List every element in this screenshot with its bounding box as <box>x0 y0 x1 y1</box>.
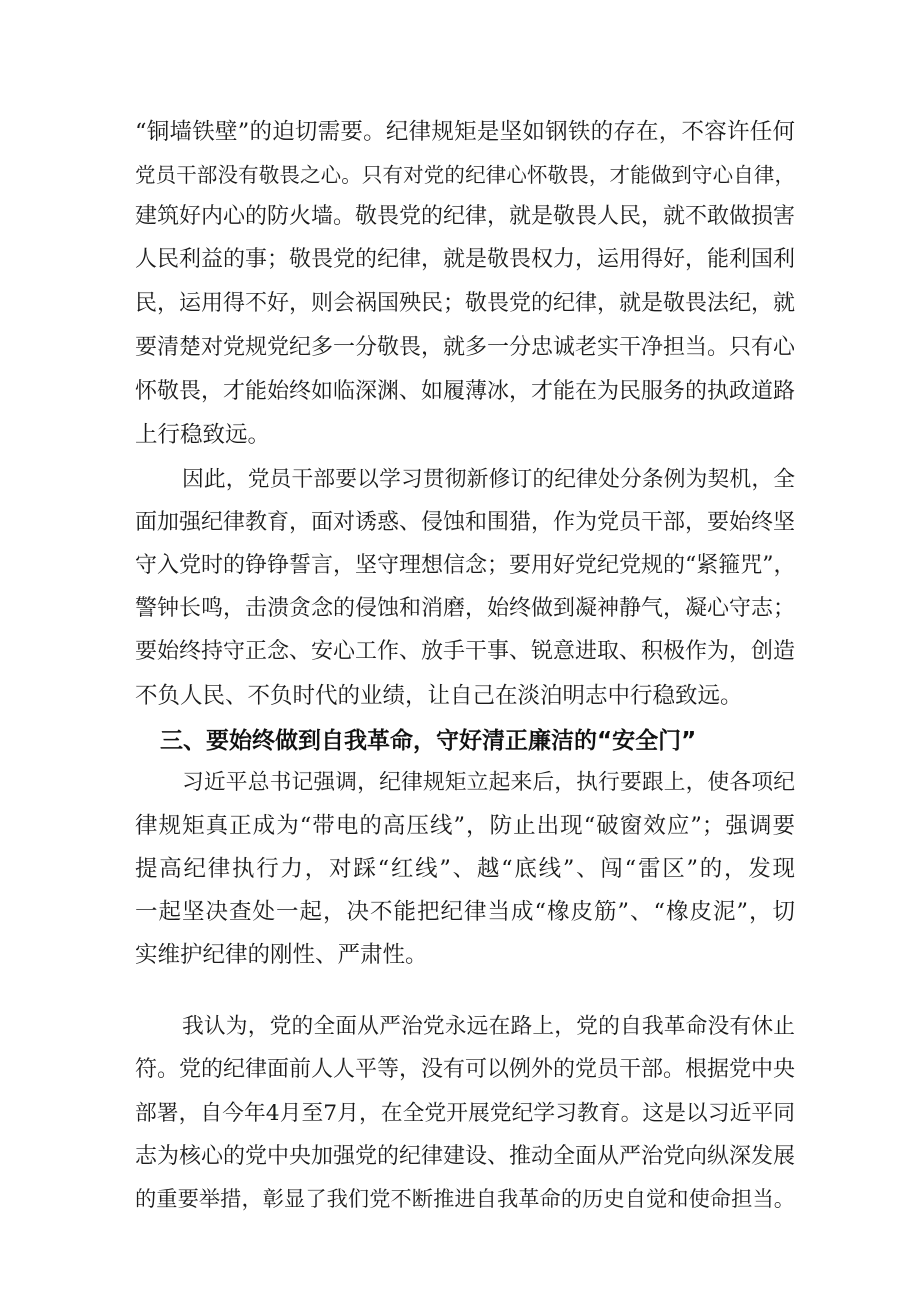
text-line: 律规矩真正成为“带电的高压线”，防止出现“破窗效应”；强调要 <box>135 813 795 839</box>
text-line: 因此，党员干部要以学习贯彻新修订的纪律处分条例为契机，全 <box>182 467 795 492</box>
text-line: 警钟长鸣，击溃贪念的侵蚀和消磨，始终做到凝神静气，凝心守志； <box>135 596 796 621</box>
text-line: 民，运用得不好，则会祸国殃民；敬畏党的纪律，就是敬畏法纪，就 <box>135 291 796 316</box>
text-line: 要始终持守正念、安心工作、放手干事、锐意进取、积极作为，创造 <box>135 639 796 664</box>
text-line: 我认为，党的全面从严治党永远在路上，党的自我革命没有休止 <box>182 1014 795 1039</box>
text-line: 人民利益的事；敬畏党的纪律，就是敬畏权力，运用得好，能利国利 <box>135 247 796 272</box>
text-line: 上行稳致远。 <box>135 422 271 448</box>
text-line: 的重要举措，彰显了我们党不断推进自我革命的历史自觉和使命担当。 <box>135 1187 795 1212</box>
text-line: 建筑好内心的防火墙。敬畏党的纪律，就是敬畏人民，就不敢做损害 <box>135 204 796 229</box>
text-line: 部署，自今年4月至7月，在全党开展党纪学习教育。这是以习近平同 <box>135 1101 795 1126</box>
text-line: 要清楚对党规党纪多一分敬畏，就多一分忠诚老实干净担当。只有心 <box>135 335 796 360</box>
text-line: 一起坚决查处一起，决不能把纪律当成“橡皮筋”、“橡皮泥”，切 <box>135 899 795 925</box>
text-line: 符。党的纪律面前人人平等，没有可以例外的党员干部。根据党中央 <box>135 1057 796 1082</box>
text-line: 志为核心的党中央加强党的纪律建设、推动全面从严治党向纵深发展 <box>135 1144 796 1169</box>
section-heading: 三、要始终做到自我革命，守好清正廉洁的“安全门” <box>160 728 697 754</box>
text-line: 不负人民、不负时代的业绩，让自己在淡泊明志中行稳致远。 <box>135 683 743 709</box>
text-line: 怀敬畏，才能始终如临深渊、如履薄冰，才能在为民服务的执政道路 <box>135 379 796 404</box>
text-line: 守入党时的铮铮誓言，坚守理想信念；要用好党纪党规的“紧箍咒”， <box>135 553 796 578</box>
text-line: 习近平总书记强调，纪律规矩立起来后，执行要跟上，使各项纪 <box>182 770 795 795</box>
text-line: 面加强纪律教育，面对诱惑、侵蚀和围猎，作为党员干部，要始终坚 <box>135 510 796 535</box>
text-line: 实维护纪律的刚性、严肃性。 <box>135 942 428 968</box>
text-line: 提高纪律执行力，对踩“红线”、越“底线”、闯“雷区”的，发现 <box>135 856 795 882</box>
text-line: 党员干部没有敬畏之心。只有对党的纪律心怀敬畏，才能做到守心自律， <box>135 163 795 187</box>
text-line: “铜墙铁壁”的迫切需要。纪律规矩是坚如钢铁的存在，不容许任何 <box>135 119 795 145</box>
